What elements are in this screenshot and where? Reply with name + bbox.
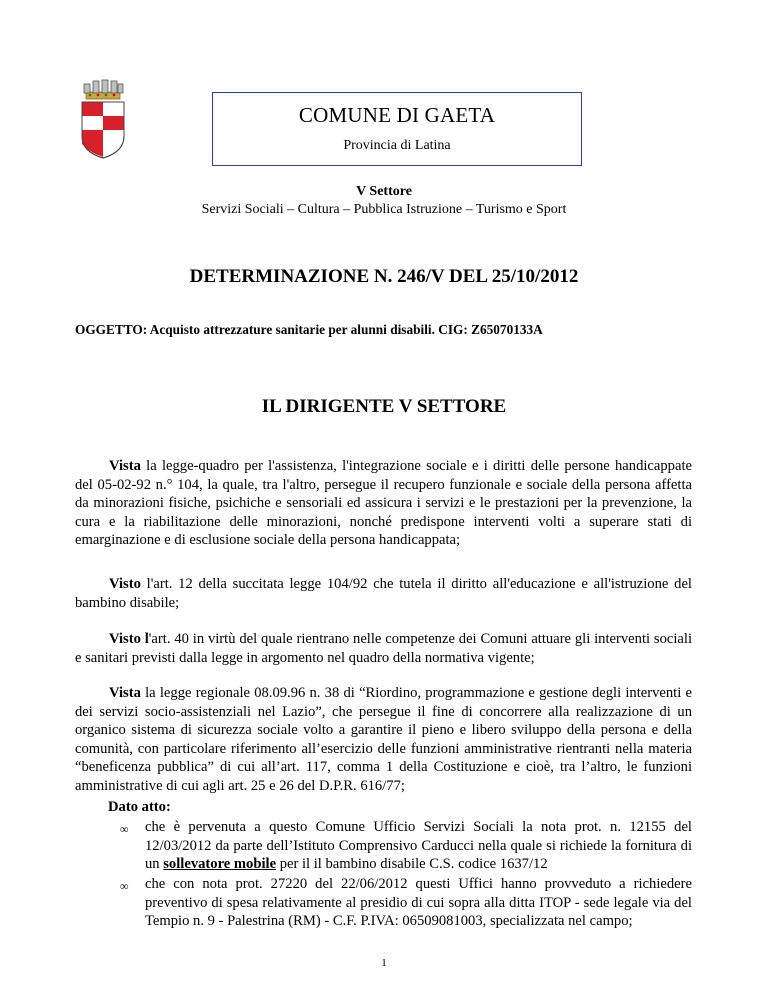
bullet-icon: ∞ <box>120 822 129 836</box>
shield-icon <box>82 102 124 158</box>
paragraph-text: l'art. 12 della succitata legge 104/92 che tutela il diritto all'educazione e all'istruzione del bambino disabile; <box>75 576 692 611</box>
list-item <box>145 875 692 931</box>
paragraph-text: la legge-quadro per l'assistenza, l'integrazione sociale e i diritti delle persone handicappate del 05-02-92 n.° 104, la quale, tra l'altro, persegue il recupero funzionale e sociale della persona affetta da minorazioni fisiche, psichiche e sensoriali ed assicura i servizi e le prestazioni per la prevenzione, la cura e la riabilitazione delle minorazioni, nonché predispone interventi volti a superare stati di emarginazione e di esclusione sociale della persona handicappata; <box>75 458 692 549</box>
header-box <box>212 92 582 166</box>
paragraph-lead: Vista <box>109 685 141 701</box>
province-name: Provincia di Latina <box>343 138 451 153</box>
crown-icon <box>84 80 123 99</box>
section-heading: IL DIRIGENTE V SETTORE <box>261 396 507 417</box>
list-item <box>145 818 692 874</box>
paragraph-lead: Vista <box>109 458 141 474</box>
document-title: DETERMINAZIONE N. 246/V DEL 25/10/2012 <box>189 266 579 287</box>
department-services: Servizi Sociali – Cultura – Pubblica Istruzione – Turismo e Sport <box>201 202 567 217</box>
dato-atto-label: Dato atto: <box>108 799 171 815</box>
department-name: V Settore <box>356 184 412 199</box>
list-item-text: che è pervenuta a questo Comune Ufficio Servizi Sociali la nota prot. n. 12155 del 12/03/2012 da parte dell’Istituto Comprensivo Carducci nella quale si richiede la fornitura di un <box>145 819 692 873</box>
paragraph-text: 'art. 40 in virtù del quale rientrano nelle competenze dei Comuni attuare gli interventi sociali e sanitari previsti dalla legge in argomento nel quadro della normativa vigente; <box>75 631 693 666</box>
municipality-name: COMUNE DI GAETA <box>298 103 496 127</box>
page-number: 1 <box>381 957 387 969</box>
paragraph-art-40 <box>75 630 692 667</box>
list-item-text-end: per il il bambino disabile C.S. codice 1637/12 <box>276 856 548 873</box>
paragraph-lead: Visto <box>109 576 141 592</box>
list-item-text: che con nota prot. 27220 del 22/06/2012 questi Uffici hanno provveduto a richiedere preventivo di spesa relativamente al presidio di cui sopra alla ditta ITOP - sede legale via del Tempio n. 9 - Palestrina (RM) - C.F. P.IVA: 06509081003, specializzata nel campo; <box>145 876 692 930</box>
paragraph-legge-regionale <box>75 684 692 796</box>
paragraph-art-12 <box>75 575 692 612</box>
list-item-emphasis: sollevatore mobile <box>163 856 277 873</box>
paragraph-lead: Visto l <box>109 631 149 647</box>
bullet-icon: ∞ <box>120 879 129 893</box>
document-subject: OGGETTO: Acquisto attrezzature sanitarie per alunni disabili. CIG: Z65070133A <box>75 322 543 337</box>
paragraph-text: la legge regionale 08.09.96 n. 38 di “Riordino, programmazione e gestione degli interventi e dei servizi socio-assistenziali nel Lazio”, che persegue il fine di concorrere alla realizzazione di un organico sistema di sicurezza sociale volto a garantire il pieno e libero sviluppo della persona e della comunità, con particolare riferimento all’esercizio delle funzioni amministrative rientranti nella materia “beneficenza pubblica” di cui all’art. 117, comma 1 della Costituzione e cioè, tra l’altro, le funzioni amministrative di cui agli art. 25 e 26 del D.P.R. 616/77; <box>75 685 692 794</box>
coat-of-arms-icon <box>78 78 128 160</box>
paragraph-legge-104 <box>75 457 692 550</box>
